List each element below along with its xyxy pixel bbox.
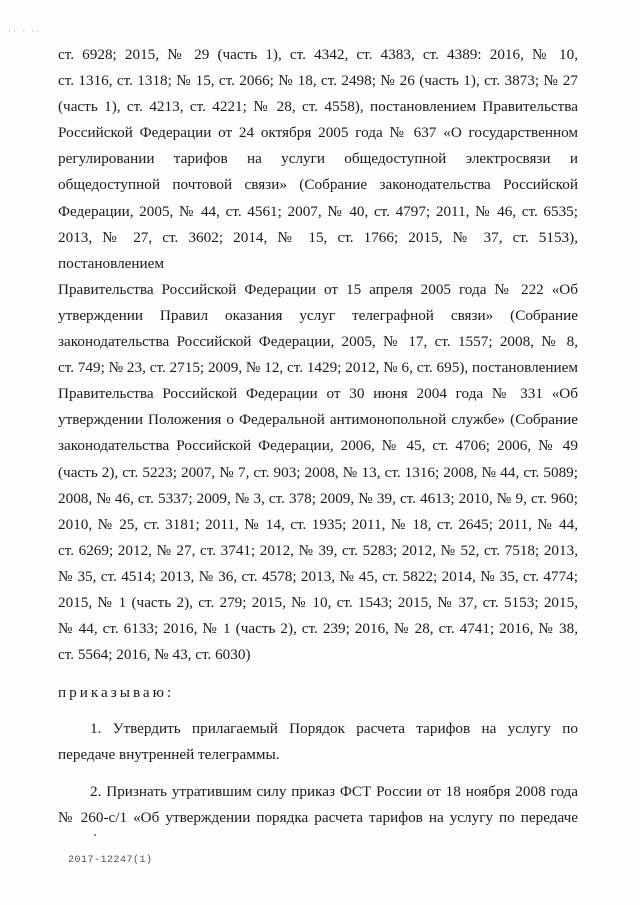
text-line: утверждении Положения о Федеральной антимонопольной службе» (Собрание — [58, 411, 578, 429]
scan-speck — [94, 834, 96, 836]
order-item-1 — [58, 716, 578, 768]
text-line: ст. 749; № 23, ст. 2715; 2009, № 12, ст. 1429; 2012, № 6, ст. 695), постановлением — [58, 359, 578, 377]
text-line: Правительства Российской Федерации от 15 апреля 2005 года № 222 «Об — [58, 280, 578, 298]
text-line: ст. 5564; 2016, № 43, ст. 6030) — [58, 646, 251, 664]
legal-basis-paragraph — [58, 42, 578, 668]
text-line: утверждении Правил оказания услуг телеграфной связи» (Собрание — [58, 306, 578, 324]
text-line: 2013, № 27, ст. 3602; 2014, № 15, ст. 1766; 2015, № 37, ст. 5153), постановлением — [58, 228, 578, 272]
text-line: (часть 2), ст. 5223; 2007, № 7, ст. 903; 2008, № 13, ст. 1316; 2008, № 44, ст. 5089; — [58, 463, 578, 481]
text-line: регулировании тарифов на услуги общедоступной электросвязи и — [58, 150, 578, 168]
text-line: общедоступной почтовой связи» (Собрание законодательства Российской — [58, 176, 578, 194]
text-line: ст. 1316, ст. 1318; № 15, ст. 2066; № 18, ст. 2498; № 26 (часть 1), ст. 3873; № 27 — [58, 72, 578, 90]
order-word: приказываю: — [58, 684, 175, 702]
text-line: Федерации, 2005, № 44, ст. 4561; 2007, № 40, ст. 4797; 2011, № 46, ст. 6535; — [58, 202, 578, 220]
text-line: законодательства Российской Федерации, 2005, № 17, ст. 1557; 2008, № 8, — [58, 333, 578, 351]
text-line: законодательства Российской Федерации, 2006, № 45, ст. 4706; 2006, № 49 — [58, 437, 578, 455]
text-line: передаче внутренней телеграммы. — [58, 746, 280, 764]
text-line: (часть 1), ст. 4213, ст. 4221; № 28, ст. 4558), постановлением Правительства — [58, 98, 578, 116]
text-line: Российской Федерации от 24 октября 2005 года № 637 «О государственном — [58, 124, 578, 142]
text-line: 2008, № 46, ст. 5337; 2009, № 3, ст. 378; 2009, № 39, ст. 4613; 2010, № 9, ст. 960; — [58, 489, 578, 507]
scan-artifact: ·· · ·· — [8, 26, 42, 36]
text-line: 2015, № 1 (часть 2), ст. 279; 2015, № 10, ст. 1543; 2015, № 37, ст. 5153; 2015, — [58, 593, 578, 611]
document-code: 2017-12247(1) — [68, 855, 153, 866]
text-line: Правительства Российской Федерации от 30 июня 2004 года № 331 «Об — [58, 385, 578, 403]
text-line: № 35, ст. 4514; 2013, № 36, ст. 4578; 2013, № 45, ст. 5822; 2014, № 35, ст. 4774; — [58, 567, 578, 585]
text-line: 2. Признать утратившим силу приказ ФСТ России от 18 ноября 2008 года — [90, 782, 578, 800]
text-line: ст. 6269; 2012, № 27, ст. 3741; 2012, № 39, ст. 5283; 2012, № 52, ст. 7518; 2013, — [58, 541, 578, 559]
order-item-2 — [58, 779, 578, 831]
text-line: № 260-с/1 «Об утверждении порядка расчета тарифов на услугу по передаче — [58, 808, 578, 826]
document-page — [58, 42, 578, 831]
text-line: № 44, ст. 6133; 2016, № 1 (часть 2), ст. 239; 2016, № 28, ст. 4741; 2016, № 38, — [58, 620, 578, 638]
text-line: 2010, № 25, ст. 3181; 2011, № 14, ст. 1935; 2011, № 18, ст. 2645; 2011, № 44, — [58, 515, 578, 533]
text-line: ст. 6928; 2015, № 29 (часть 1), ст. 4342, ст. 4383, ст. 4389: 2016, № 10, — [58, 46, 578, 63]
text-line: 1. Утвердить прилагаемый Порядок расчета тарифов на услугу по — [90, 720, 578, 738]
